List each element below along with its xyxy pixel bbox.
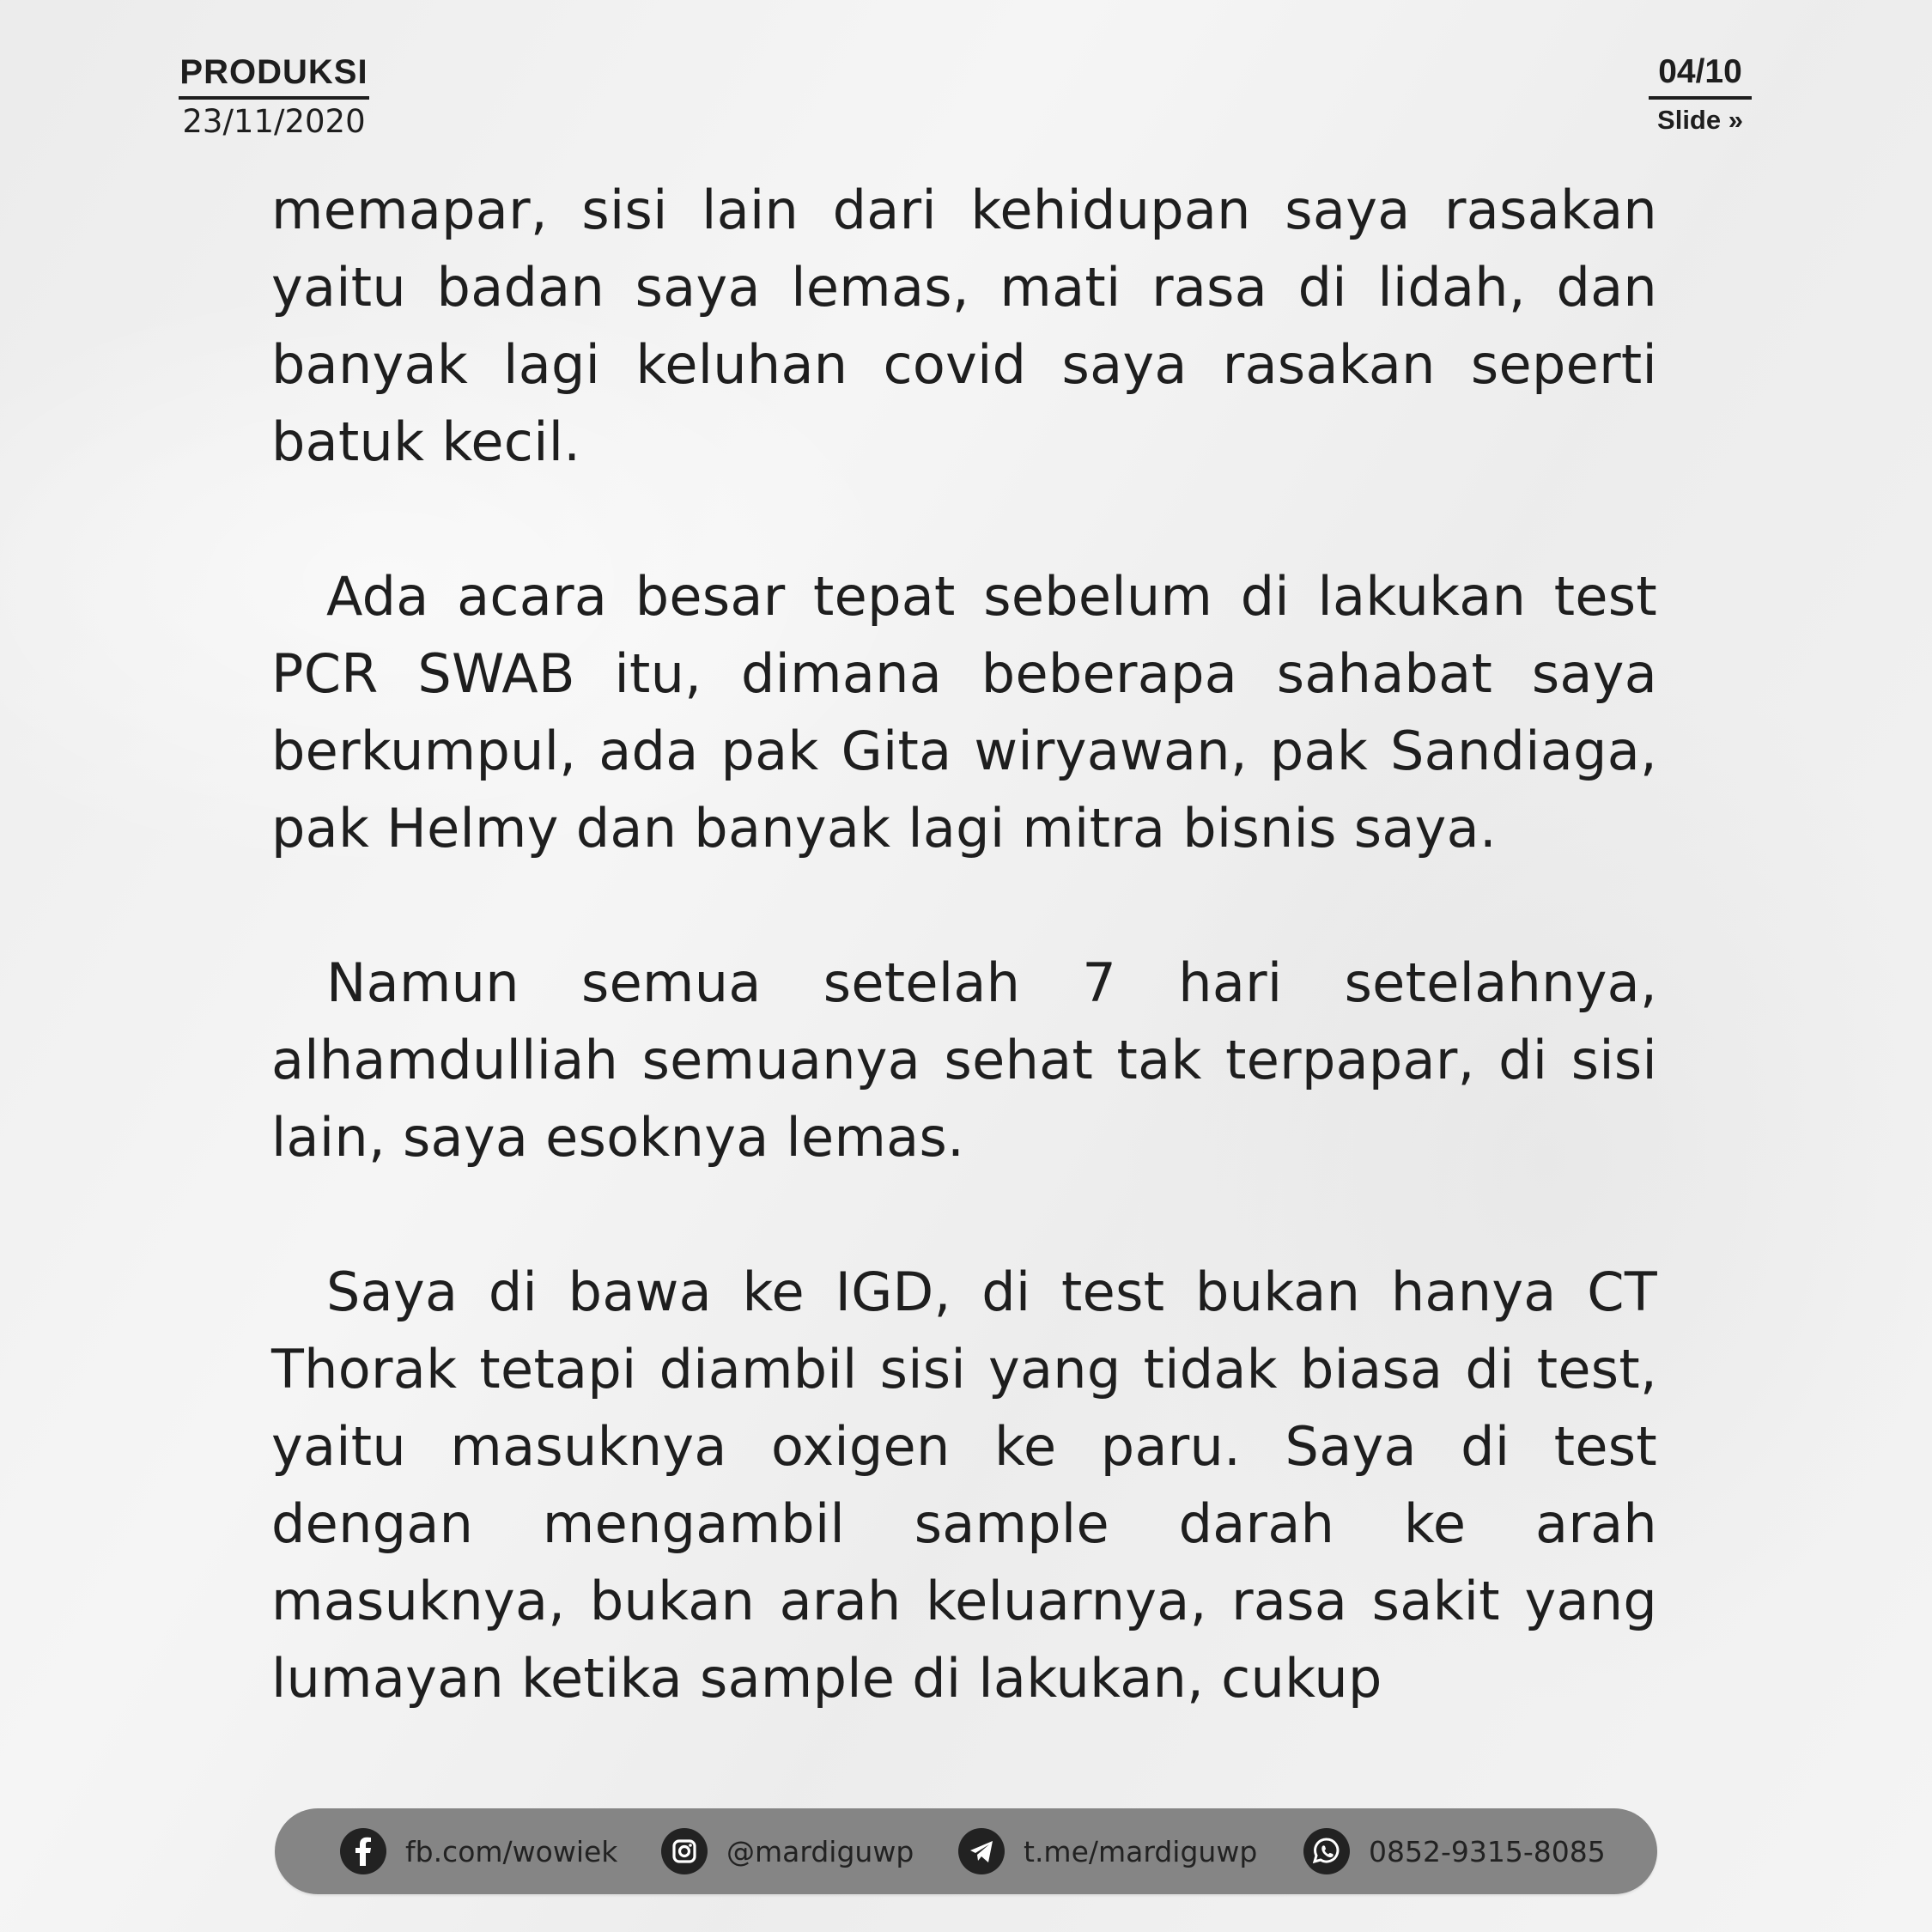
paragraph-4: Saya di bawa ke IGD, di test bukan hanya CT Thorak tetapi diambil sisi yang tidak biasa di test, yaitu masuknya oxigen ke paru. Saya di test dengan mengambil sample darah ke arah masuknya, bukan arah keluarnya, rasa sakit yang lumayan ketika sample di lakukan, cukup — [271, 1261, 1657, 1710]
social-footer-bar — [275, 1808, 1657, 1894]
telegram-link-label: t.me/mardiguwp — [1024, 1834, 1258, 1868]
instagram-icon — [661, 1828, 708, 1874]
category-label: PRODUKSI — [179, 53, 369, 100]
post-date: 23/11/2020 — [182, 103, 366, 140]
paragraph-2: Ada acara besar tepat sebelum di lakukan test PCR SWAB itu, dimana beberapa sahabat saya berkumpul, ada pak Gita wiryawan, pak Sandiaga, pak Helmy dan banyak lagi mitra bisnis saya. — [271, 565, 1657, 860]
page-indicator: 04/10 — [1649, 53, 1752, 100]
next-slide-hint[interactable]: Slide » — [1657, 105, 1743, 135]
paragraph-1: memapar, sisi lain dari kehidupan saya rasakan yaitu badan saya lemas, mati rasa di lidah, dan banyak lagi keluhan covid saya rasakan seperti batuk kecil. — [271, 179, 1657, 473]
slide-indicator-block — [1649, 53, 1752, 139]
social-telegram[interactable] — [958, 1808, 1257, 1894]
facebook-icon — [340, 1828, 386, 1874]
paragraph-3: Namun semua setelah 7 hari setelahnya, alhamdulliah semuanya sehat tak terpapar, di sisi lain, saya esoknya lemas. — [271, 951, 1657, 1169]
facebook-link-label: fb.com/wowiek — [405, 1834, 618, 1868]
whatsapp-icon — [1303, 1828, 1350, 1874]
social-instagram[interactable] — [661, 1808, 914, 1894]
social-whatsapp[interactable] — [1303, 1808, 1606, 1894]
instagram-link-label: @mardiguwp — [726, 1834, 914, 1868]
article-body — [271, 172, 1657, 1795]
whatsapp-link-label: 0852-9315-8085 — [1369, 1834, 1606, 1868]
social-facebook[interactable] — [340, 1808, 617, 1894]
header-category-block — [179, 53, 369, 143]
telegram-icon — [958, 1828, 1005, 1874]
